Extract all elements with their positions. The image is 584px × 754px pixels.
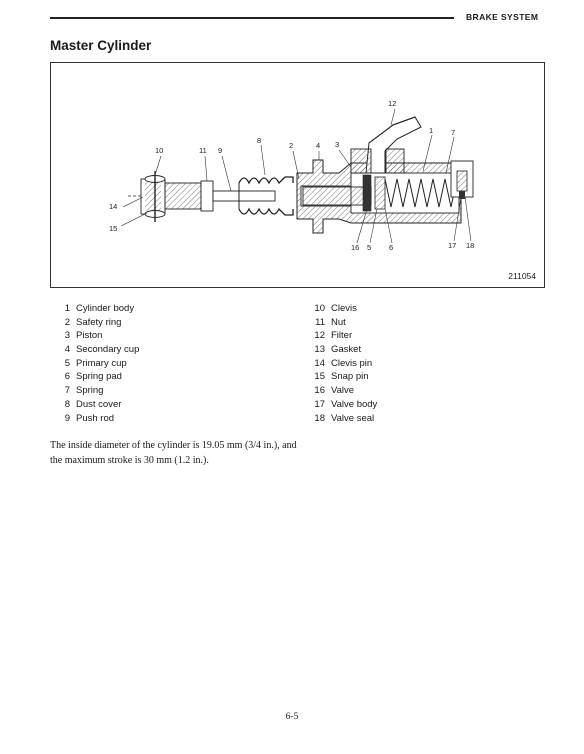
specification-note: The inside diameter of the cylinder is 19.05 mm (3/4 in.), and the maximum stroke is 30 mm (1.2 in.). [50,440,297,466]
callout-9: 9 [218,146,223,155]
push-rod-drawing [213,191,275,201]
callout-10: 10 [155,146,164,155]
callout-11: 11 [199,146,207,155]
legend-item: 18 Valve seal [314,412,375,424]
legend-item: 11 Nut [315,316,346,328]
parts-legend-left [54,302,254,425]
legend-item: 6 Spring pad [64,371,122,383]
nut-drawing [201,181,213,211]
legend-item: 16 Valve [314,385,355,397]
callout-4: 4 [316,141,321,150]
header-title: BRAKE SYSTEM [466,12,539,22]
clevis-drawing [128,171,201,222]
section-title: Master Cylinder [50,38,152,53]
legend-item: 13 Gasket [314,344,362,356]
legend-item: 4 Secondary cup [64,344,140,356]
figure-box [50,62,545,288]
parts-legend-right [309,302,509,425]
callout-14: 14 [109,202,118,211]
legend-item: 14 Clevis pin [314,357,373,369]
legend-item: 1 Cylinder body [64,303,135,314]
legend-item: 8 Dust cover [64,398,122,410]
callout-1: 1 [429,126,434,135]
legend-item: 15 Snap pin [314,371,369,383]
master-cylinder-diagram [51,63,546,289]
callout-17: 17 [448,241,457,250]
legend-item: 10 Clevis [314,303,357,314]
callout-12: 12 [388,99,397,108]
legend-item: 7 Spring [64,385,104,397]
callout-6: 6 [389,243,394,252]
callout-2: 2 [289,141,294,150]
legend-item: 17 Valve body [314,398,378,410]
legend-item: 5 Primary cup [64,357,127,369]
legend-item: 3 Piston [64,330,103,342]
callout-7: 7 [451,128,456,137]
legend-item: 12 Filter [314,330,353,342]
callout-16: 16 [351,243,360,252]
figure-id: 211054 [508,271,536,281]
callout-8: 8 [257,136,262,145]
page-number: 6-5 [285,712,299,722]
legend-item: 9 Push rod [64,412,115,424]
header-rule [50,17,454,19]
legend-item: 2 Safety ring [64,316,122,328]
callout-18: 18 [466,241,475,250]
callout-3: 3 [335,140,340,149]
callout-5: 5 [367,243,372,252]
callout-15: 15 [109,224,118,233]
